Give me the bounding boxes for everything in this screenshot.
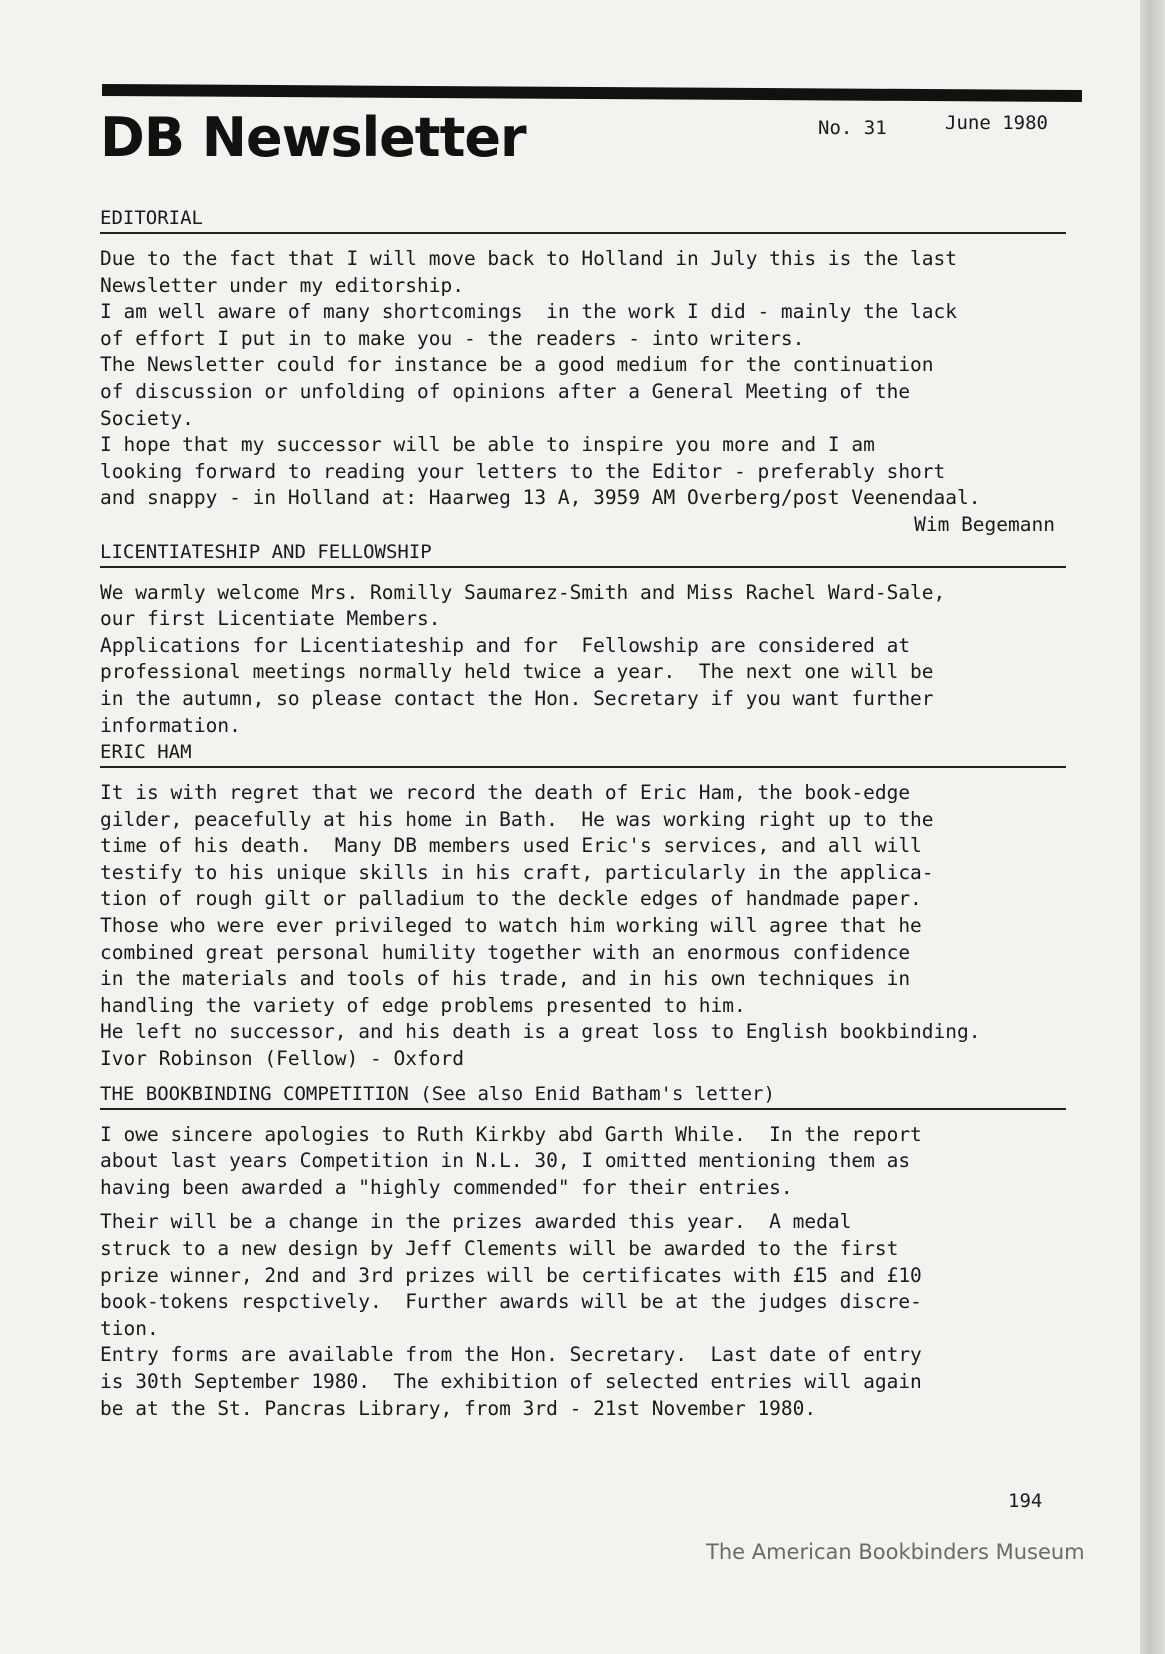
editorial-text: [100, 246, 1100, 539]
text-line: He left no successor, and his death is a great loss to English bookbinding.: [100, 1020, 981, 1044]
text-line: in the autumn, so please contact the Hon. Secretary if you want further: [100, 686, 934, 710]
page-edge-shadow: [1140, 0, 1165, 1654]
text-line: It is with regret that we record the death of Eric Ham, the book-edge: [100, 781, 911, 805]
text-line: combined great personal humility together with an enormous confidence: [100, 940, 911, 964]
text-line: be at the St. Pancras Library, from 3rd - 21st November 1980.: [100, 1396, 817, 1420]
text-line: book-tokens respctively. Further awards will be at the judges discre-: [100, 1290, 922, 1314]
text-line: Applications for Licentiateship and for Fellowship are considered at: [100, 633, 911, 657]
text-line: Their will be a change in the prizes awarded this year. A medal: [100, 1210, 852, 1234]
licentiateship-text: [100, 580, 1100, 740]
editorial-signature: Wim Begemann: [914, 512, 1055, 536]
text-line: Those who were ever privileged to watch him working will agree that he: [100, 914, 922, 938]
text-line: time of his death. Many DB members used Eric's services, and all will: [100, 834, 922, 858]
text-line: handling the variety of edge problems presented to him.: [100, 993, 746, 1017]
text-line: tion.: [100, 1316, 159, 1340]
editorial-heading: EDITORIAL: [100, 205, 1066, 234]
text-line: is 30th September 1980. The exhibition of selected entries will again: [100, 1369, 922, 1393]
text-line: of effort I put in to make you - the readers - into writers.: [100, 326, 805, 350]
text-line: struck to a new design by Jeff Clements will be awarded to the first: [100, 1237, 899, 1260]
text-line: I hope that my successor will be able to inspire you more and I am: [100, 433, 875, 457]
text-line: in the materials and tools of his trade, and in his own techniques in: [100, 967, 911, 991]
eric-ham-author: Ivor Robinson (Fellow) - Oxford: [100, 1047, 464, 1071]
text-line: Due to the fact that I will move back to Holland in July this is the last: [100, 247, 958, 270]
text-line: The Newsletter could for instance be a good medium for the continuation: [100, 353, 934, 377]
text-line: having been awarded a "highly commended" for their entries.: [100, 1175, 793, 1199]
text-line: prize winner, 2nd and 3rd prizes will be certificates with £15 and £10: [100, 1263, 922, 1287]
museum-watermark: The American Bookbinders Museum: [706, 1540, 1085, 1564]
issue-number: No. 31: [818, 117, 887, 139]
text-line: our first Licentiate Members.: [100, 607, 441, 631]
text-line: I owe sincere apologies to Ruth Kirkby abd Garth While. In the report: [100, 1122, 922, 1146]
text-line: gilder, peacefully at his home in Bath. He was working right up to the: [100, 807, 934, 831]
masthead-rule: [102, 84, 1082, 102]
text-line: testify to his unique skills in his craft, particularly in the applica-: [100, 860, 934, 884]
masthead-title: DB Newsletter: [100, 106, 526, 169]
text-line: tion of rough gilt or palladium to the deckle edges of handmade paper.: [100, 887, 922, 911]
text-line: Newsletter under my editorship.: [100, 273, 464, 297]
text-line: looking forward to reading your letters to the Editor - preferably short: [100, 459, 946, 483]
text-line: I am well aware of many shortcomings in the work I did - mainly the lack: [100, 300, 958, 324]
newsletter-body: [100, 205, 1100, 1422]
issue-date: June 1980: [945, 112, 1048, 134]
text-line: We warmly welcome Mrs. Romilly Saumarez-Smith and Miss Rachel Ward-Sale,: [100, 580, 946, 604]
licentiateship-heading: LICENTIATESHIP AND FELLOWSHIP: [100, 539, 1066, 568]
eric-ham-heading: ERIC HAM: [100, 739, 1066, 768]
text-line: about last years Competition in N.L. 30, I omitted mentioning them as: [100, 1149, 911, 1173]
text-line: Society.: [100, 406, 194, 430]
competition-heading: THE BOOKBINDING COMPETITION (See also Enid Batham's letter): [100, 1081, 1066, 1110]
text-line: professional meetings normally held twice a year. The next one will be: [100, 660, 934, 684]
text-line: and snappy - in Holland at: Haarweg 13 A, 3959 AM Overberg/post Veenendaal.: [100, 486, 981, 510]
eric-ham-text: [100, 780, 1100, 1073]
text-line: Entry forms are available from the Hon. Secretary. Last date of entry: [100, 1343, 922, 1367]
competition-text: [100, 1122, 1100, 1423]
text-line: information.: [100, 713, 241, 737]
page-number: 194: [1008, 1490, 1043, 1512]
text-line: of discussion or unfolding of opinions after a General Meeting of the: [100, 379, 911, 403]
